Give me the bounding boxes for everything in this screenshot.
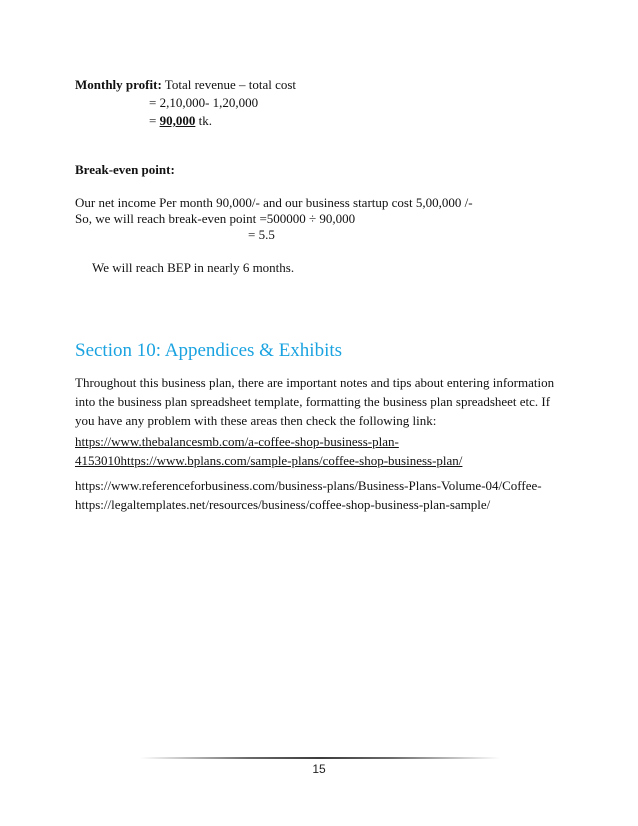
monthly-profit-value: 90,000 <box>159 113 196 128</box>
monthly-profit-label: Monthly profit: <box>75 77 162 92</box>
coffee-shop-plan-link[interactable]: https://www.thebalancesmb.com/a-coffee-shop-business-plan- <box>75 434 399 449</box>
monthly-profit-result-prefix: = <box>149 113 160 128</box>
break-even-result: = 5.5 <box>248 227 275 242</box>
section-10-title: Section 10: Appendices & Exhibits <box>75 340 343 361</box>
break-even-conclusion: We will reach BEP in nearly 6 months. <box>92 260 295 275</box>
section-10-paragraph: Throughout this business plan, there are important notes and tips about entering information into the business plan spreadsheet template, formatting the business plan spreadsheet etc. If you have any problem with these areas then check the following link: <box>75 375 555 428</box>
section-10-links <box>75 432 563 470</box>
break-even-heading: Break-even point: <box>75 162 175 177</box>
break-even-line2: So, we will reach break-even point =500000 ÷ 90,000 <box>75 211 356 226</box>
reference-line-1: https://www.referenceforbusiness.com/business-plans/Business-Plans-Volume-04/Coffee- <box>75 478 542 493</box>
bplans-coffee-shop-link[interactable]: 4153010https://www.bplans.com/sample-plans/coffee-shop-business-plan/ <box>75 453 463 468</box>
page-number: 15 <box>312 762 326 776</box>
monthly-profit-result <box>149 112 212 129</box>
section-10-references <box>75 476 563 514</box>
monthly-profit-line <box>75 76 296 93</box>
break-even-line1: Our net income Per month 90,000/- and our business startup cost 5,00,000 /- <box>75 195 473 210</box>
monthly-profit-calc: = 2,10,000- 1,20,000 <box>149 95 259 110</box>
monthly-profit-formula: Total revenue – total cost <box>161 77 297 92</box>
reference-line-2: https://legaltemplates.net/resources/business/coffee-shop-business-plan-sample/ <box>75 497 491 512</box>
footer-divider <box>140 757 500 759</box>
monthly-profit-unit: tk. <box>195 113 212 128</box>
